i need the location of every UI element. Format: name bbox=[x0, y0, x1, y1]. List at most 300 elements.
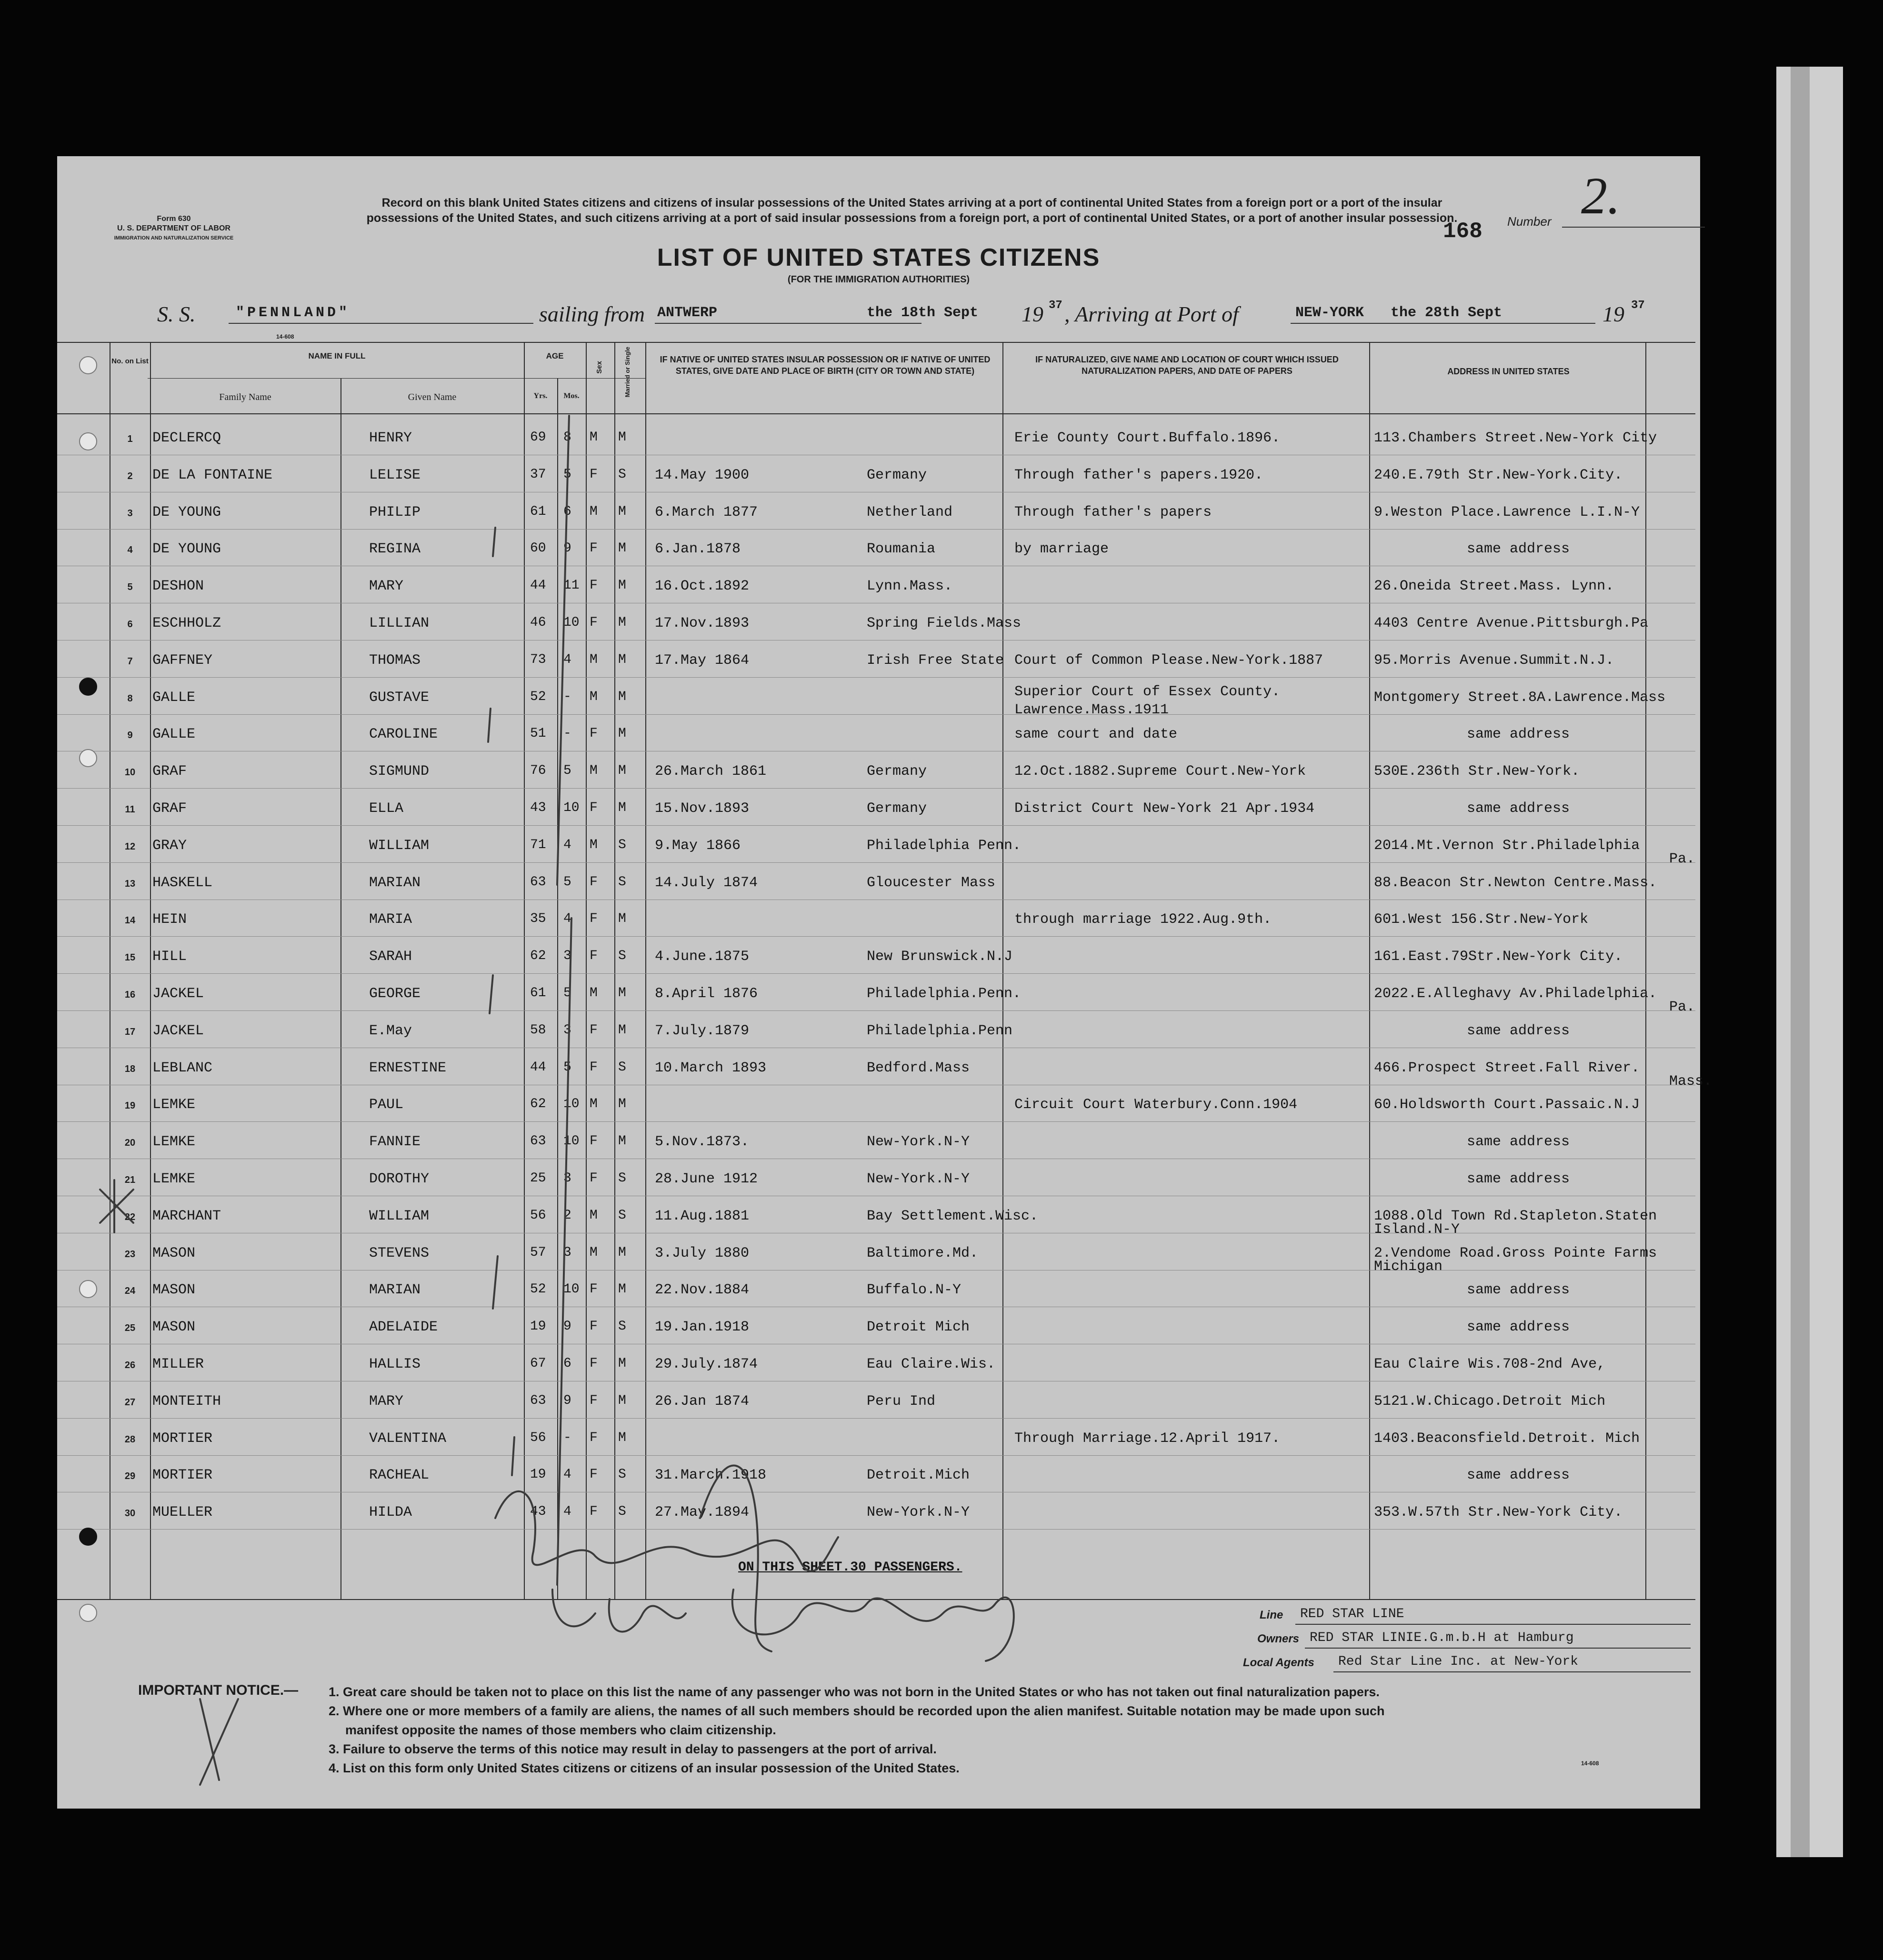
row-number: 8 bbox=[127, 693, 133, 704]
row-rule bbox=[57, 1121, 1695, 1122]
cell-ms: M bbox=[618, 689, 626, 704]
cell-ms: M bbox=[618, 541, 626, 556]
cell-family: DE LA FONTAINE bbox=[152, 467, 273, 483]
cell-bplace: Philadelphia.Penn. bbox=[867, 986, 1022, 1002]
tick-mark bbox=[512, 1437, 514, 1475]
cell-family: LEMKE bbox=[152, 1097, 196, 1113]
cell-bplace: Germany bbox=[867, 763, 927, 780]
cell-bdate: 28.June 1912 bbox=[655, 1171, 758, 1187]
col-rule-sex bbox=[586, 342, 587, 1599]
adjacent-page-edge bbox=[1776, 67, 1843, 1857]
cell-sex: F bbox=[590, 467, 598, 482]
notice-item-1: 1. Great care should be taken not to place on this list the name of any passenger who was not born in the United States or who has not taken out final naturalization papers. bbox=[329, 1685, 1380, 1699]
cell-bplace: Baltimore.Md. bbox=[867, 1245, 979, 1261]
header-name-in-full: NAME IN FULL bbox=[308, 351, 366, 360]
cell-sex: M bbox=[590, 837, 598, 852]
notice-item-3: 3. Failure to observe the terms of this notice may result in delay to passengers at the port of arrival. bbox=[329, 1742, 937, 1756]
col-rule-end bbox=[1645, 342, 1646, 1599]
cell-ms: M bbox=[618, 1245, 626, 1260]
row-rule bbox=[57, 1455, 1695, 1456]
punch-hole bbox=[79, 1280, 97, 1298]
arrival-port: NEW-YORK bbox=[1295, 305, 1364, 321]
cell-mos: 6 bbox=[563, 1356, 571, 1371]
cell-given: THOMAS bbox=[369, 652, 421, 669]
cell-given: REGINA bbox=[369, 541, 421, 558]
cell-mos: 4 bbox=[563, 911, 571, 927]
col-rule-mos bbox=[557, 378, 558, 1599]
col-rule-birth bbox=[645, 342, 646, 1599]
cell-mos: 10 bbox=[563, 1282, 580, 1297]
cell-addr: same address bbox=[1467, 1282, 1570, 1299]
cell-bdate: 27.May.1894 bbox=[655, 1504, 750, 1521]
cell-mos: 11 bbox=[563, 578, 580, 593]
cell-addr: 1088.Old Town Rd.Stapleton.Staten bbox=[1374, 1208, 1657, 1224]
cell-given: WILLIAM bbox=[369, 837, 430, 854]
cell-yrs: 19 bbox=[530, 1467, 546, 1482]
cell-given: MARY bbox=[369, 578, 404, 595]
cell-ms: M bbox=[618, 1356, 626, 1371]
notice-item-2-cont: manifest opposite the names of those members who claim citizenship. bbox=[345, 1723, 776, 1737]
local-agents-underline bbox=[1333, 1671, 1691, 1672]
cell-ms: M bbox=[618, 763, 626, 779]
cell-addr: 601.West 156.Str.New-York bbox=[1374, 911, 1589, 928]
cell-bplace: Peru Ind bbox=[867, 1393, 936, 1410]
punch-hole bbox=[79, 678, 97, 696]
cell-sex: F bbox=[590, 874, 598, 890]
cell-yrs: 46 bbox=[530, 615, 546, 630]
notice-item-4: 4. List on this form only United States citizens or citizens of an insular possession of the United States. bbox=[329, 1761, 960, 1775]
cell-given: STEVENS bbox=[369, 1245, 430, 1261]
row-rule bbox=[57, 973, 1695, 974]
sailing-from-label: sailing from bbox=[539, 302, 645, 326]
punch-hole bbox=[79, 356, 97, 374]
row-number: 3 bbox=[127, 508, 133, 519]
cell-given: PHILIP bbox=[369, 504, 421, 520]
inspector-notation bbox=[552, 1590, 1014, 1661]
cell-bplace: Detroit.Mich bbox=[867, 1467, 970, 1484]
cell-family: JACKEL bbox=[152, 986, 204, 1002]
row-number: 10 bbox=[124, 767, 136, 778]
cell-ms: S bbox=[618, 1060, 626, 1075]
cell-given: VALENTINA bbox=[369, 1430, 447, 1447]
cell-ms: M bbox=[618, 800, 626, 815]
cell-bplace: Detroit Mich bbox=[867, 1319, 970, 1336]
cell-sex: M bbox=[590, 1097, 598, 1112]
header-married-single: Married or Single bbox=[624, 347, 631, 398]
cell-yrs: 63 bbox=[530, 874, 546, 890]
row-number: 14 bbox=[124, 915, 136, 926]
name-subheader-rule bbox=[148, 378, 645, 379]
cell-family: HILL bbox=[152, 949, 187, 965]
arrival-year: 37 bbox=[1631, 299, 1645, 312]
cell-bdate: 16.Oct.1892 bbox=[655, 578, 750, 595]
cell-sex: F bbox=[590, 1022, 598, 1038]
cell-mos: 5 bbox=[563, 1060, 571, 1075]
cell-sex: F bbox=[590, 1430, 598, 1445]
row-rule bbox=[57, 788, 1695, 789]
cell-ms: M bbox=[618, 1393, 626, 1408]
cell-given: SIGMUND bbox=[369, 763, 430, 780]
cell-ms: M bbox=[618, 578, 626, 593]
cell-mos: 5 bbox=[563, 874, 571, 890]
cell-yrs: 19 bbox=[530, 1319, 546, 1334]
cell-addr: 88.Beacon Str.Newton Centre.Mass. bbox=[1374, 874, 1657, 891]
cell-addr: Montgomery Street.8A.Lawrence.Mass bbox=[1374, 689, 1666, 706]
adjacent-page-shadow bbox=[1791, 67, 1810, 1857]
cell-family: DE YOUNG bbox=[152, 504, 221, 520]
cell-bdate: 3.July 1880 bbox=[655, 1245, 750, 1261]
row-number: 7 bbox=[127, 656, 133, 667]
cell-given: FANNIE bbox=[369, 1134, 421, 1150]
owners-value: RED STAR LINIE.G.m.b.H at Hamburg bbox=[1310, 1630, 1574, 1645]
cell-given: MARIAN bbox=[369, 1282, 421, 1299]
local-agents-value: Red Star Line Inc. at New-York bbox=[1338, 1654, 1579, 1669]
cell-bplace: Germany bbox=[867, 467, 927, 483]
cell-yrs: 44 bbox=[530, 1060, 546, 1075]
line-label: Line bbox=[1260, 1609, 1283, 1621]
cell-addr: 60.Holdsworth Court.Passaic.N.J bbox=[1374, 1097, 1640, 1113]
cell-mos: 4 bbox=[563, 652, 571, 667]
cell-bdate: 22.Nov.1884 bbox=[655, 1282, 750, 1299]
cell-bdate: 14.May 1900 bbox=[655, 467, 750, 483]
ship-underline bbox=[229, 323, 533, 324]
row-rule bbox=[57, 1010, 1695, 1011]
header-birth-info: IF NATIVE OF UNITED STATES INSULAR POSSESSION OR IF NATIVE OF UNITED STATES, GIVE DATE AND PLACE OF BIRTH (CITY OR TOWN AND STATE) bbox=[660, 355, 991, 376]
owners-label: Owners bbox=[1257, 1632, 1300, 1645]
cell-family: LEMKE bbox=[152, 1171, 196, 1187]
cell-mos: 9 bbox=[563, 1393, 571, 1408]
cell-mos: 4 bbox=[563, 1467, 571, 1482]
cell-given: ELLA bbox=[369, 800, 404, 817]
page-subtitle: (FOR THE IMMIGRATION AUTHORITIES) bbox=[787, 274, 970, 285]
cell-bplace: Bedford.Mass bbox=[867, 1060, 970, 1076]
cell-ms: S bbox=[618, 1171, 626, 1186]
cell-yrs: 56 bbox=[530, 1430, 546, 1445]
cell-bdate: 6.March 1877 bbox=[655, 504, 758, 520]
row-number: 18 bbox=[124, 1063, 136, 1074]
punch-hole bbox=[79, 1528, 97, 1546]
cell-ms: M bbox=[618, 1282, 626, 1297]
cell-given: SARAH bbox=[369, 949, 412, 965]
cell-yrs: 63 bbox=[530, 1393, 546, 1408]
cell-family: LEBLANC bbox=[152, 1060, 213, 1076]
cell-ms: S bbox=[618, 1319, 626, 1334]
cell-address-continued: Mass. bbox=[1669, 1073, 1713, 1090]
row-number: 9 bbox=[127, 730, 133, 741]
cell-sex: M bbox=[590, 652, 598, 667]
row-number: 24 bbox=[124, 1286, 136, 1297]
col-rule-court bbox=[1002, 342, 1003, 1599]
cell-court: through marriage 1922.Aug.9th. bbox=[1014, 911, 1272, 928]
cell-addr: 466.Prospect Street.Fall River. bbox=[1374, 1060, 1640, 1076]
col-rule-address bbox=[1369, 342, 1370, 1599]
cell-sex: F bbox=[590, 1356, 598, 1371]
cell-addr: same address bbox=[1467, 726, 1570, 743]
cell-bplace: Philadelphia Penn. bbox=[867, 837, 1022, 854]
number-underline bbox=[1562, 227, 1705, 228]
cell-addr: 240.E.79th Str.New-York.City. bbox=[1374, 467, 1623, 483]
cell-ms: M bbox=[618, 726, 626, 741]
cell-bdate: 5.Nov.1873. bbox=[655, 1134, 750, 1150]
cell-yrs: 73 bbox=[530, 652, 546, 667]
row-number: 26 bbox=[124, 1360, 136, 1370]
row-number: 27 bbox=[124, 1397, 136, 1408]
cell-bplace: New-York.N-Y bbox=[867, 1171, 970, 1187]
cell-ms: S bbox=[618, 837, 626, 852]
cell-family: MASON bbox=[152, 1282, 196, 1299]
cell-sex: F bbox=[590, 1393, 598, 1408]
cell-mos: 5 bbox=[563, 467, 571, 482]
cell-mos: - bbox=[563, 726, 571, 741]
cell-family: MORTIER bbox=[152, 1430, 213, 1447]
cell-yrs: 35 bbox=[530, 911, 546, 927]
departure-year-prefix: 19 bbox=[1022, 302, 1043, 326]
cell-bplace: New-York.N-Y bbox=[867, 1504, 970, 1521]
departure-port-underline bbox=[655, 323, 921, 324]
cell-court: Erie County Court.Buffalo.1896. bbox=[1014, 430, 1281, 446]
cell-mos: 4 bbox=[563, 837, 571, 852]
cell-sex: F bbox=[590, 1467, 598, 1482]
cell-addr: same address bbox=[1467, 1134, 1570, 1150]
cell-bdate: 26.Jan 1874 bbox=[655, 1393, 750, 1410]
cell-ms: M bbox=[618, 1022, 626, 1038]
row-number: 4 bbox=[127, 545, 133, 556]
cell-addr: same address bbox=[1467, 1319, 1570, 1336]
cell-addr: 1403.Beaconsfield.Detroit. Mich bbox=[1374, 1430, 1640, 1447]
row-rule bbox=[57, 1418, 1695, 1419]
header-top-rule bbox=[57, 342, 1695, 343]
row-number: 15 bbox=[124, 952, 136, 963]
cell-sex: F bbox=[590, 911, 598, 927]
cell-sex: M bbox=[590, 430, 598, 445]
line-underline bbox=[1295, 1624, 1691, 1625]
row-rule bbox=[57, 936, 1695, 937]
cell-sex: F bbox=[590, 949, 598, 964]
cell-ms: S bbox=[618, 949, 626, 964]
form-number: Form 630 bbox=[157, 215, 191, 223]
cell-sex: M bbox=[590, 689, 598, 704]
cell-family: GRAF bbox=[152, 763, 187, 780]
cell-yrs: 67 bbox=[530, 1356, 546, 1371]
cell-yrs: 25 bbox=[530, 1171, 546, 1186]
cell-ms: M bbox=[618, 1097, 626, 1112]
cell-address-continued: Island.N-Y bbox=[1374, 1221, 1460, 1238]
cell-mos: 2 bbox=[563, 1208, 571, 1223]
cell-court: Through father's papers.1920. bbox=[1014, 467, 1263, 483]
cell-addr: same address bbox=[1467, 1022, 1570, 1039]
cell-family: MASON bbox=[152, 1245, 196, 1261]
cell-bdate: 17.May 1864 bbox=[655, 652, 750, 669]
cell-yrs: 76 bbox=[530, 763, 546, 779]
cell-ms: S bbox=[618, 467, 626, 482]
sheet-total: ON THIS SHEET.30 PASSENGERS. bbox=[738, 1560, 962, 1575]
cell-addr: 2014.Mt.Vernon Str.Philadelphia bbox=[1374, 837, 1640, 854]
cell-court: District Court New-York 21 Apr.1934 bbox=[1014, 800, 1315, 817]
cell-given: HENRY bbox=[369, 430, 412, 446]
cell-court: Circuit Court Waterbury.Conn.1904 bbox=[1014, 1097, 1298, 1113]
cell-family: GALLE bbox=[152, 726, 196, 743]
cell-address-continued: Pa. bbox=[1669, 999, 1695, 1015]
row-rule bbox=[57, 1529, 1695, 1530]
row-rule bbox=[57, 714, 1695, 715]
cell-sex: M bbox=[590, 1245, 598, 1260]
row-rule bbox=[57, 677, 1695, 678]
col-rule-yrs bbox=[524, 342, 525, 1599]
cell-ms: M bbox=[618, 430, 626, 445]
cell-addr: 113.Chambers Street.New-York City bbox=[1374, 430, 1657, 446]
cell-yrs: 71 bbox=[530, 837, 546, 852]
cell-bplace: New-York.N-Y bbox=[867, 1134, 970, 1150]
cell-addr: 353.W.57th Str.New-York City. bbox=[1374, 1504, 1623, 1521]
arrival-year-prefix: 19 bbox=[1603, 302, 1624, 326]
cell-mos: 10 bbox=[563, 800, 580, 815]
cell-mos: - bbox=[563, 689, 571, 704]
cell-bplace: Lynn.Mass. bbox=[867, 578, 953, 595]
cell-mos: 3 bbox=[563, 1022, 571, 1038]
cell-given: CAROLINE bbox=[369, 726, 438, 743]
cell-bplace: Netherland bbox=[867, 504, 953, 520]
cell-bdate: 7.July.1879 bbox=[655, 1022, 750, 1039]
cell-ms: M bbox=[618, 1134, 626, 1149]
cell-given: PAUL bbox=[369, 1097, 404, 1113]
line-value: RED STAR LINE bbox=[1300, 1607, 1404, 1621]
row-number: 11 bbox=[125, 804, 135, 815]
cell-yrs: 56 bbox=[530, 1208, 546, 1223]
row-number: 6 bbox=[127, 619, 133, 630]
arrival-date: the 28th Sept bbox=[1391, 305, 1502, 321]
cell-court: Through father's papers bbox=[1014, 504, 1212, 520]
ship-name: "PENNLAND" bbox=[236, 305, 351, 321]
cell-bdate: 10.March 1893 bbox=[655, 1060, 767, 1076]
tick-mark bbox=[490, 975, 493, 1013]
inspector-signature bbox=[700, 1466, 771, 1651]
list-number: 168 bbox=[1443, 219, 1482, 244]
cell-mos: 9 bbox=[563, 1319, 571, 1334]
cell-sex: F bbox=[590, 800, 598, 815]
cell-family: JACKEL bbox=[152, 1022, 204, 1039]
arriving-label: , Arriving at Port of bbox=[1064, 302, 1239, 326]
cell-bplace: Philadelphia.Penn bbox=[867, 1022, 1013, 1039]
row-number: 30 bbox=[124, 1508, 136, 1519]
cell-given: MARIA bbox=[369, 911, 412, 928]
cell-sex: M bbox=[590, 504, 598, 519]
cell-yrs: 44 bbox=[530, 578, 546, 593]
cell-given: WILLIAM bbox=[369, 1208, 430, 1224]
cell-ms: S bbox=[618, 1208, 626, 1223]
cell-ms: M bbox=[618, 615, 626, 630]
cell-court: Superior Court of Essex County. bbox=[1014, 683, 1281, 700]
cell-addr: 161.East.79Str.New-York City. bbox=[1374, 949, 1623, 965]
arrival-underline bbox=[1291, 323, 1595, 324]
cell-ms: S bbox=[618, 1467, 626, 1482]
cell-bdate: 8.April 1876 bbox=[655, 986, 758, 1002]
col-rule-ms bbox=[614, 342, 615, 1599]
cell-bdate: 29.July.1874 bbox=[655, 1356, 758, 1372]
cell-ms: S bbox=[618, 874, 626, 890]
cell-given: ADELAIDE bbox=[369, 1319, 438, 1336]
cell-yrs: 52 bbox=[530, 1282, 546, 1297]
cell-family: ESCHHOLZ bbox=[152, 615, 221, 631]
cell-sex: M bbox=[590, 986, 598, 1000]
row-number: 20 bbox=[124, 1138, 136, 1149]
margin-initials bbox=[100, 1180, 133, 1232]
cell-addr: same address bbox=[1467, 800, 1570, 817]
header-naturalization: IF NATURALIZED, GIVE NAME AND LOCATION OF COURT WHICH ISSUED NATURALIZATION PAPERS, AND DATE OF PAPERS bbox=[1035, 355, 1339, 376]
cell-yrs: 57 bbox=[530, 1245, 546, 1260]
cell-sex: F bbox=[590, 1319, 598, 1334]
cell-addr: 5121.W.Chicago.Detroit Mich bbox=[1374, 1393, 1606, 1410]
number-label: Number bbox=[1507, 214, 1552, 229]
margin-check bbox=[200, 1699, 238, 1785]
cell-family: GRAF bbox=[152, 800, 187, 817]
cell-family: DE YOUNG bbox=[152, 541, 221, 558]
department-name: U. S. DEPARTMENT OF LABOR bbox=[117, 224, 230, 232]
printer-code-bottom: 14-608 bbox=[1581, 1760, 1599, 1767]
cell-given: MARY bbox=[369, 1393, 404, 1410]
row-rule bbox=[57, 529, 1695, 530]
preamble-text: Record on this blank United States citizens and citizens of insular possessions of the United States arriving at a port of continental United States from a foreign port or a port of the insular possessions of the United States, and such citizens arriving at a port of said insular possessions from a foreign port, a port of continental United States, or a port of another insular possession. bbox=[366, 196, 1458, 225]
cell-mos: 10 bbox=[563, 615, 580, 630]
cell-given: ERNESTINE bbox=[369, 1060, 447, 1076]
header-age: AGE bbox=[546, 351, 564, 360]
row-rule bbox=[57, 862, 1695, 863]
header-months: Mos. bbox=[563, 392, 580, 400]
header-years: Yrs. bbox=[533, 392, 548, 400]
cell-given: E.May bbox=[369, 1022, 412, 1039]
cell-family: MONTEITH bbox=[152, 1393, 221, 1410]
cell-family: GAFFNEY bbox=[152, 652, 213, 669]
cell-court: 12.Oct.1882.Supreme Court.New-York bbox=[1014, 763, 1306, 780]
notice-heading: IMPORTANT NOTICE.— bbox=[138, 1682, 299, 1698]
header-sex: Sex bbox=[595, 361, 603, 374]
cell-sex: F bbox=[590, 1504, 598, 1520]
cell-ms: M bbox=[618, 986, 626, 1000]
tick-mark bbox=[493, 528, 495, 556]
cell-family: LEMKE bbox=[152, 1134, 196, 1150]
col-rule-family bbox=[150, 342, 151, 1599]
cell-mos: 3 bbox=[563, 1171, 571, 1186]
cell-family: MASON bbox=[152, 1319, 196, 1336]
cell-addr: 4403 Centre Avenue.Pittsburgh.Pa bbox=[1374, 615, 1649, 631]
ss-label: S. S. bbox=[157, 302, 196, 326]
inspector-signature bbox=[495, 1491, 838, 1571]
header-family-name: Family Name bbox=[219, 392, 271, 402]
local-agents-label: Local Agents bbox=[1243, 1656, 1314, 1669]
row-number: 22 bbox=[124, 1211, 136, 1222]
row-rule bbox=[57, 825, 1695, 826]
cell-ms: S bbox=[618, 1504, 626, 1520]
cell-yrs: 51 bbox=[530, 726, 546, 741]
cell-given: RACHEAL bbox=[369, 1467, 430, 1484]
departure-port: ANTWERP bbox=[657, 305, 718, 321]
departure-year: 37 bbox=[1049, 299, 1062, 312]
cell-mos: 6 bbox=[563, 504, 571, 519]
cell-sex: F bbox=[590, 541, 598, 556]
cell-bdate: 17.Nov.1893 bbox=[655, 615, 750, 631]
cell-family: GRAY bbox=[152, 837, 187, 854]
row-number: 2 bbox=[127, 470, 133, 481]
cell-yrs: 63 bbox=[530, 1134, 546, 1149]
cell-mos: 8 bbox=[563, 430, 571, 445]
cell-family: DECLERCQ bbox=[152, 430, 221, 446]
cell-bdate: 31.March.1918 bbox=[655, 1467, 767, 1484]
cell-ms: M bbox=[618, 911, 626, 927]
cell-addr: same address bbox=[1467, 1171, 1570, 1187]
cell-sex: M bbox=[590, 763, 598, 779]
cell-sex: F bbox=[590, 1171, 598, 1186]
cell-bplace: Roumania bbox=[867, 541, 936, 558]
row-number: 23 bbox=[124, 1249, 136, 1260]
